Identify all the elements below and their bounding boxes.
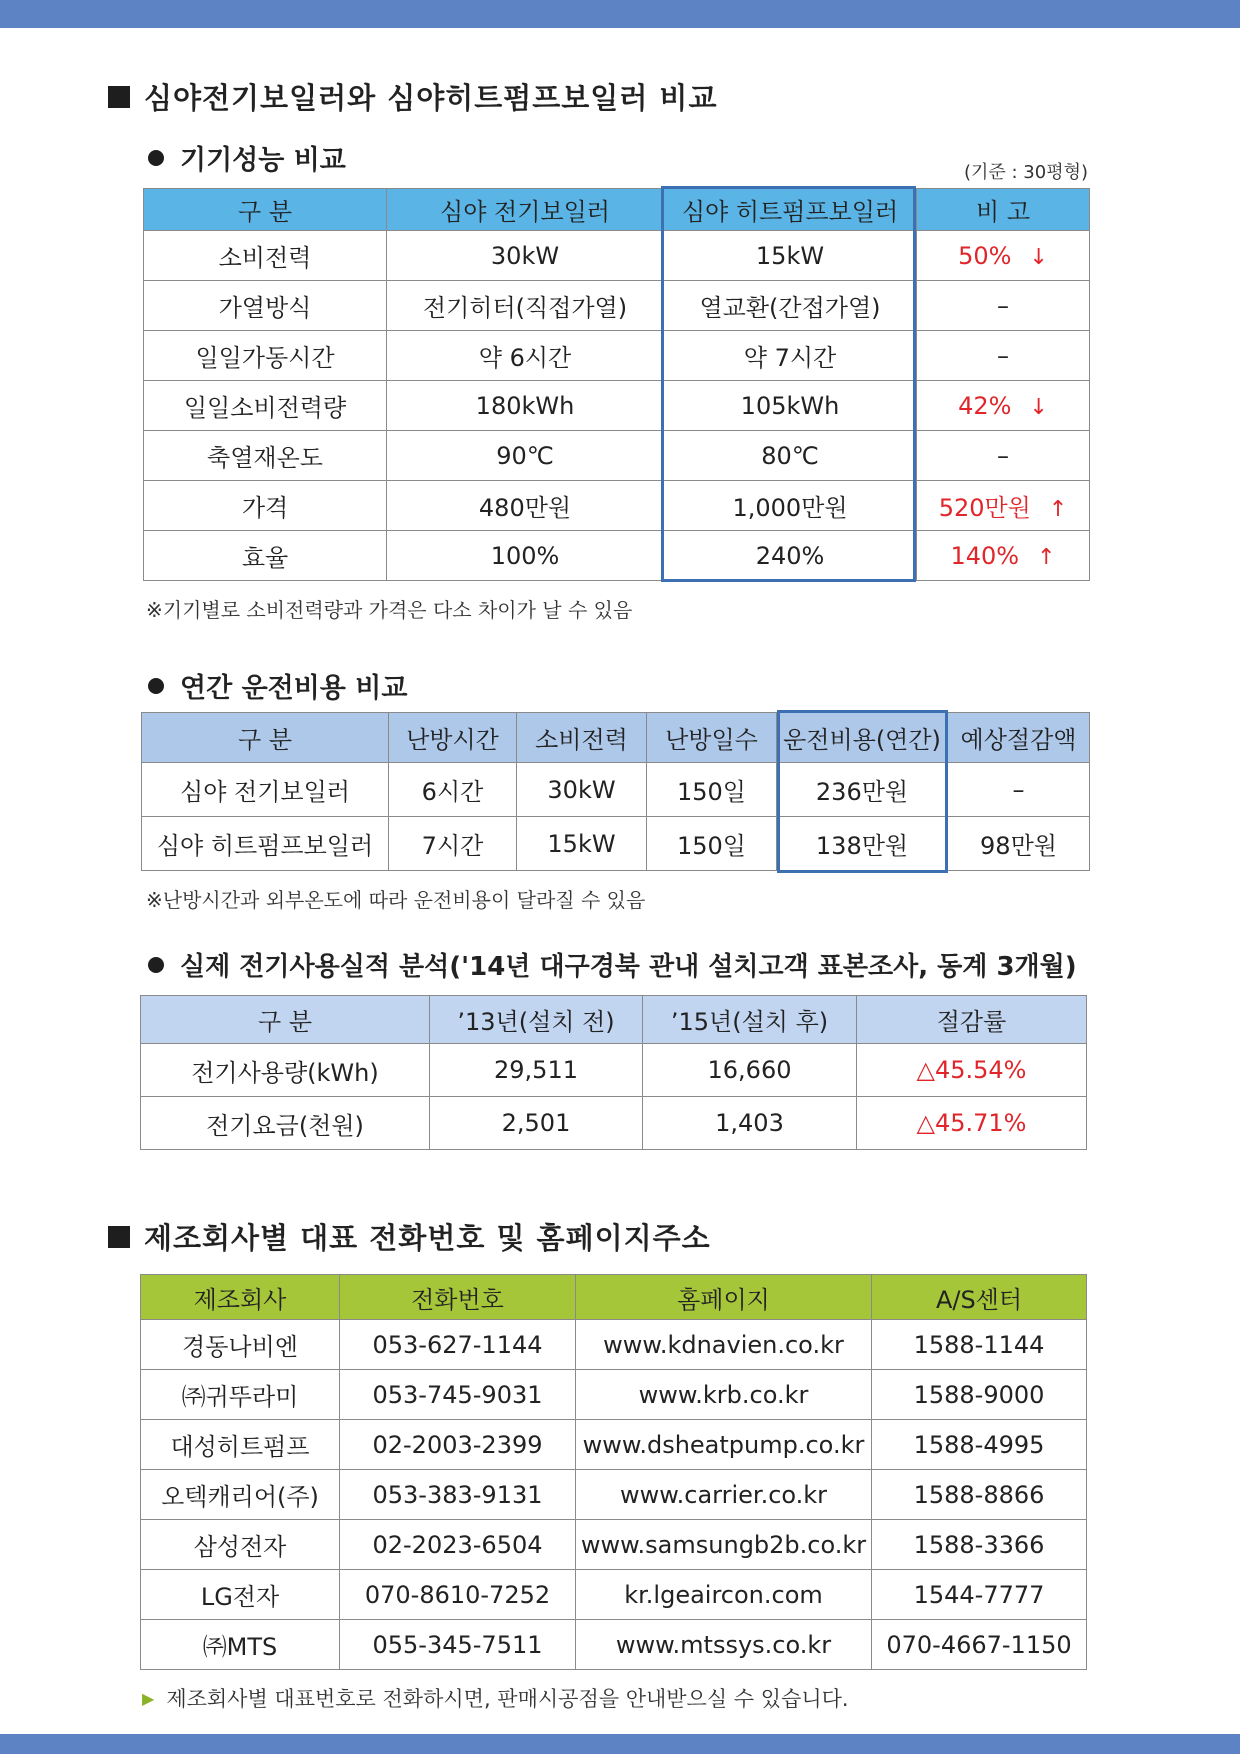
- header-cell: 구 분: [144, 189, 387, 231]
- table-cell: 1,403: [643, 1097, 857, 1150]
- table-cell: 6시간: [389, 763, 517, 817]
- table-cell: 138만원: [777, 817, 948, 871]
- table-header-row: [144, 189, 1090, 231]
- row-label: 심야 전기보일러: [142, 763, 389, 817]
- header-cell: 운전비용(연간): [777, 713, 948, 763]
- table-row: [144, 331, 1090, 381]
- section1-title-text: 심야전기보일러와 심야히트펌프보일러 비교: [144, 81, 718, 115]
- manufacturer-name: 오텍캐리어(주): [141, 1470, 340, 1520]
- as-center-number: 1588-8866: [872, 1470, 1087, 1520]
- header-cell: 난방시간: [389, 713, 517, 763]
- table-cell: 약 7시간: [664, 331, 917, 381]
- table-header-row: [141, 1275, 1087, 1320]
- table-cell: –: [948, 763, 1090, 817]
- table-row: [141, 1620, 1087, 1670]
- arrow-up-icon: ↑: [1037, 544, 1056, 570]
- table-row: [141, 1044, 1087, 1097]
- section2-title-text: 제조회사별 대표 전화번호 및 홈페이지주소: [144, 1221, 711, 1255]
- table-cell: 180kWh: [387, 381, 664, 431]
- row-label: 일일소비전력량: [144, 381, 387, 431]
- table-row: [141, 1370, 1087, 1420]
- remark-value: 42%: [958, 391, 1012, 420]
- arrow-up-icon: ↑: [1048, 497, 1068, 522]
- homepage-url: www.kdnavien.co.kr: [576, 1320, 872, 1370]
- table-cell: 480만원: [387, 481, 664, 531]
- reduction-rate-cell: △45.71%: [857, 1097, 1087, 1150]
- table-cell: 90℃: [387, 431, 664, 481]
- as-center-number: 1588-9000: [872, 1370, 1087, 1420]
- manufacturer-name: 대성히트펌프: [141, 1420, 340, 1470]
- table-cell: 80℃: [664, 431, 917, 481]
- row-label: 가격: [144, 481, 387, 531]
- row-label: 일일가동시간: [144, 331, 387, 381]
- header-cell: A/S센터: [872, 1275, 1087, 1320]
- homepage-url: www.mtssys.co.kr: [576, 1620, 872, 1670]
- manufacturer-name: 삼성전자: [141, 1520, 340, 1570]
- as-center-number: 070-4667-1150: [872, 1620, 1087, 1670]
- remark-cell: [917, 531, 1090, 581]
- table-cell: 2,501: [430, 1097, 643, 1150]
- manufacturer-name: LG전자: [141, 1570, 340, 1620]
- table-cell: 150일: [647, 763, 777, 817]
- section2-title: [108, 1216, 711, 1257]
- table-cell: 150일: [647, 817, 777, 871]
- header-cell: 구 분: [142, 713, 389, 763]
- homepage-url: kr.lgeaircon.com: [576, 1570, 872, 1620]
- header-cell: ’15년(설치 후): [643, 996, 857, 1044]
- top-banner: [0, 0, 1240, 28]
- as-center-number: 1588-4995: [872, 1420, 1087, 1470]
- phone-number: 053-627-1144: [340, 1320, 576, 1370]
- remark-cell: [917, 381, 1090, 431]
- table-cell: 105kWh: [664, 381, 917, 431]
- usage-table: [140, 995, 1087, 1150]
- standard-note: (기준 : 30평형): [964, 162, 1089, 183]
- phone-number: 055-345-7511: [340, 1620, 576, 1670]
- table-row: [144, 231, 1090, 281]
- table-cell: 236만원: [777, 763, 948, 817]
- table-cell: 16,660: [643, 1044, 857, 1097]
- table-cell: 98만원: [948, 817, 1090, 871]
- circle-bullet-icon: [148, 150, 164, 166]
- header-cell: 심야 전기보일러: [387, 189, 664, 231]
- table-row: [141, 1520, 1087, 1570]
- header-cell: 홈페이지: [576, 1275, 872, 1320]
- operating-cost-heading-text: 연간 운전비용 비교: [180, 673, 408, 704]
- as-center-number: 1544-7777: [872, 1570, 1087, 1620]
- table-cell: 전기히터(직접가열): [387, 281, 664, 331]
- table-row: [144, 481, 1090, 531]
- row-label: 전기사용량(kWh): [141, 1044, 430, 1097]
- square-bullet-icon: [108, 1226, 130, 1248]
- phone-number: 02-2003-2399: [340, 1420, 576, 1470]
- table-row: [142, 763, 1090, 817]
- operating-cost-footnote: ※난방시간과 외부온도에 따라 운전비용이 달라질 수 있음: [146, 888, 646, 912]
- table-header-row: [141, 996, 1087, 1044]
- manufacturer-footnote-text: 제조회사별 대표번호로 전화하시면, 판매시공점을 안내받으실 수 있습니다.: [166, 1687, 849, 1711]
- table-cell: 15kW: [517, 817, 647, 871]
- table-cell: 240%: [664, 531, 917, 581]
- row-label: 전기요금(천원): [141, 1097, 430, 1150]
- table-cell: 15kW: [664, 231, 917, 281]
- homepage-url: www.dsheatpump.co.kr: [576, 1420, 872, 1470]
- table-row: [144, 281, 1090, 331]
- header-cell: 전화번호: [340, 1275, 576, 1320]
- arrow-down-icon: ↓: [1029, 394, 1048, 420]
- phone-number: 02-2023-6504: [340, 1520, 576, 1570]
- header-cell: 제조회사: [141, 1275, 340, 1320]
- manufacturer-footnote: [142, 1683, 849, 1713]
- row-label: 가열방식: [144, 281, 387, 331]
- table-cell: 1,000만원: [664, 481, 917, 531]
- header-cell: 난방일수: [647, 713, 777, 763]
- homepage-url: www.samsungb2b.co.kr: [576, 1520, 872, 1570]
- section1-title: [108, 76, 717, 117]
- table-row: [141, 1320, 1087, 1370]
- arrow-down-icon: ↓: [1029, 244, 1048, 270]
- header-cell: 예상절감액: [948, 713, 1090, 763]
- phone-number: 053-383-9131: [340, 1470, 576, 1520]
- reduction-rate-cell: △45.54%: [857, 1044, 1087, 1097]
- table-row: [144, 531, 1090, 581]
- square-bullet-icon: [108, 86, 130, 108]
- row-label: 효율: [144, 531, 387, 581]
- table-row: [141, 1570, 1087, 1620]
- remark-value: 50%: [958, 241, 1012, 270]
- table-cell: 약 6시간: [387, 331, 664, 381]
- remark-cell: –: [917, 281, 1090, 331]
- remark-cell: –: [917, 331, 1090, 381]
- as-center-number: 1588-1144: [872, 1320, 1087, 1370]
- operating-cost-table: [141, 712, 1090, 871]
- remark-cell: [917, 481, 1090, 531]
- circle-bullet-icon: [148, 678, 164, 694]
- manufacturer-name: ㈜MTS: [141, 1620, 340, 1670]
- performance-heading-text: 기기성능 비교: [180, 145, 346, 176]
- circle-bullet-icon: [148, 957, 164, 973]
- table-row: [141, 1420, 1087, 1470]
- header-cell: ’13년(설치 전): [430, 996, 643, 1044]
- row-label: 축열재온도: [144, 431, 387, 481]
- table-row: [141, 1097, 1087, 1150]
- bottom-banner: [0, 1734, 1240, 1754]
- table-header-row: [142, 713, 1090, 763]
- phone-number: 053-745-9031: [340, 1370, 576, 1420]
- row-label: 소비전력: [144, 231, 387, 281]
- table-row: [144, 431, 1090, 481]
- homepage-url: www.carrier.co.kr: [576, 1470, 872, 1520]
- table-cell: 열교환(간접가열): [664, 281, 917, 331]
- manufacturer-name: 경동나비엔: [141, 1320, 340, 1370]
- remark-cell: [917, 231, 1090, 281]
- table-row: [144, 381, 1090, 431]
- remark-value: 140%: [950, 541, 1020, 570]
- table-row: [141, 1470, 1087, 1520]
- as-center-number: 1588-3366: [872, 1520, 1087, 1570]
- manufacturer-table: [140, 1274, 1087, 1670]
- usage-heading: [148, 946, 1077, 983]
- header-cell: 비 고: [917, 189, 1090, 231]
- performance-footnote: ※기기별로 소비전력량과 가격은 다소 차이가 날 수 있음: [146, 598, 633, 622]
- triangle-bullet-icon: ▶: [142, 1688, 155, 1708]
- performance-heading: [148, 138, 346, 177]
- phone-number: 070-8610-7252: [340, 1570, 576, 1620]
- remark-value: 520만원: [938, 494, 1031, 522]
- header-cell: 소비전력: [517, 713, 647, 763]
- header-cell: 심야 히트펌프보일러: [664, 189, 917, 231]
- operating-cost-heading: [148, 666, 407, 705]
- manufacturer-name: ㈜귀뚜라미: [141, 1370, 340, 1420]
- table-row: [142, 817, 1090, 871]
- header-cell: 구 분: [141, 996, 430, 1044]
- remark-cell: –: [917, 431, 1090, 481]
- table-cell: 30kW: [387, 231, 664, 281]
- row-label: 심야 히트펌프보일러: [142, 817, 389, 871]
- table-cell: 100%: [387, 531, 664, 581]
- homepage-url: www.krb.co.kr: [576, 1370, 872, 1420]
- performance-table: [143, 188, 1090, 581]
- header-cell: 절감률: [857, 996, 1087, 1044]
- table-cell: 29,511: [430, 1044, 643, 1097]
- usage-heading-text: 실제 전기사용실적 분석('14년 대구경북 관내 설치고객 표본조사, 동계 3개월): [180, 952, 1077, 982]
- table-cell: 30kW: [517, 763, 647, 817]
- table-cell: 7시간: [389, 817, 517, 871]
